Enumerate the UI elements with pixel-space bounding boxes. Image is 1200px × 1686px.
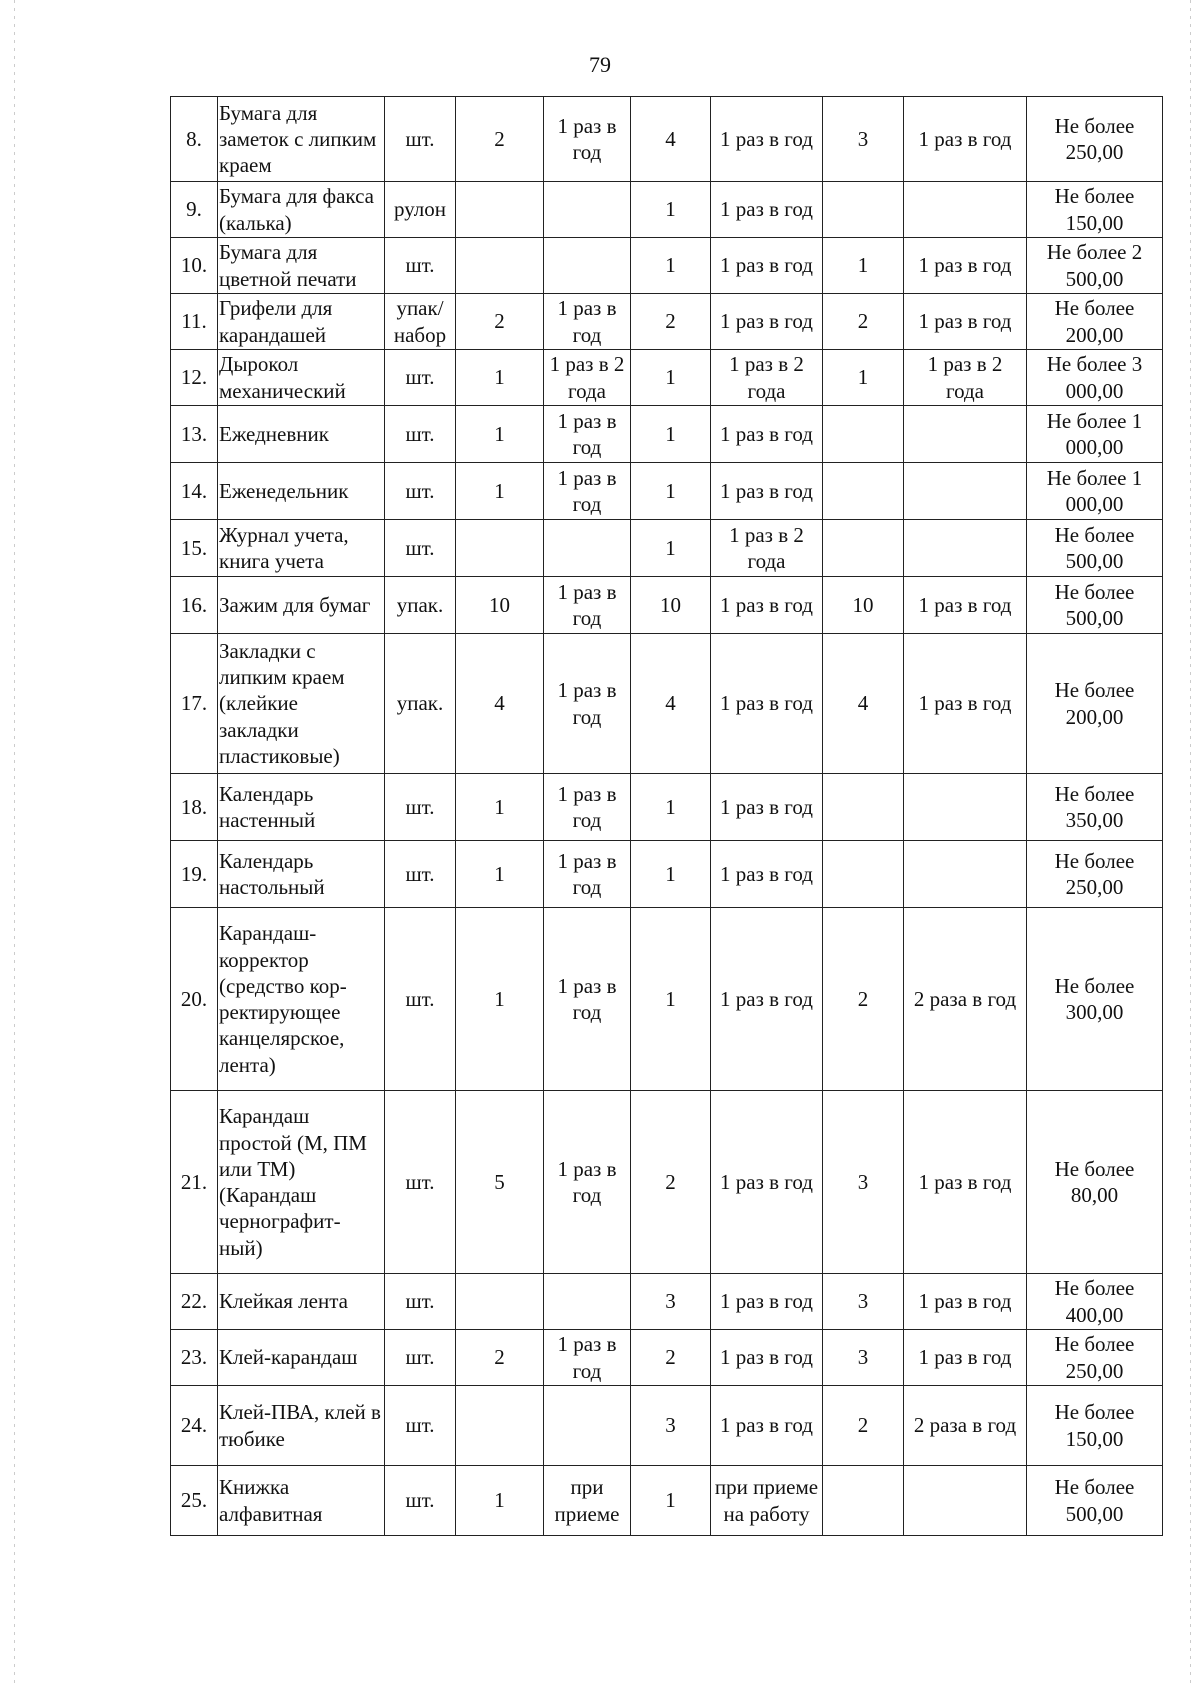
unit-cell: шт. (385, 1274, 456, 1330)
quantity-2: 2 (631, 1091, 711, 1274)
frequency-1: 1 раз в год (544, 908, 631, 1091)
table-row (171, 577, 1163, 634)
quantity-1 (456, 1274, 544, 1330)
frequency-2: 1 раз в год (711, 908, 823, 1091)
price-limit: Не более 3 000,00 (1027, 350, 1163, 406)
frequency-3 (904, 182, 1027, 238)
item-name: Бумага для цветной печати (218, 238, 385, 294)
quantity-3: 3 (823, 1274, 904, 1330)
price-limit: Не более 500,00 (1027, 577, 1163, 634)
quantity-3: 10 (823, 577, 904, 634)
price-limit: Не более 150,00 (1027, 182, 1163, 238)
frequency-1: 1 раз в год (544, 1330, 631, 1386)
item-name: Зажим для бумаг (218, 577, 385, 634)
frequency-3 (904, 841, 1027, 908)
frequency-2: 1 раз в 2 года (711, 350, 823, 406)
item-name: Дырокол механический (218, 350, 385, 406)
quantity-3 (823, 406, 904, 463)
price-limit: Не более 300,00 (1027, 908, 1163, 1091)
item-name: Клейкая лента (218, 1274, 385, 1330)
table-row (171, 97, 1163, 182)
unit-cell: шт. (385, 97, 456, 182)
frequency-2: при приеме на работу (711, 1466, 823, 1536)
quantity-1: 10 (456, 577, 544, 634)
row-number: 12. (171, 350, 218, 406)
scan-edge-left (14, 0, 15, 1686)
frequency-2: 1 раз в 2 года (711, 520, 823, 577)
frequency-1: 1 раз в 2 года (544, 350, 631, 406)
quantity-1: 1 (456, 1466, 544, 1536)
row-number: 19. (171, 841, 218, 908)
item-name: Карандаш простой (М, ПМ или ТМ) (Карандаш чернографит-ный) (218, 1091, 385, 1274)
unit-cell: шт. (385, 908, 456, 1091)
table-row (171, 182, 1163, 238)
price-limit: Не более 250,00 (1027, 97, 1163, 182)
quantity-2: 1 (631, 182, 711, 238)
row-number: 13. (171, 406, 218, 463)
quantity-3: 1 (823, 350, 904, 406)
quantity-3: 2 (823, 1386, 904, 1466)
table-row (171, 774, 1163, 841)
row-number: 18. (171, 774, 218, 841)
unit-cell: упак. (385, 577, 456, 634)
item-name: Закладки с липким краем (клейкие закладки пластиковые) (218, 634, 385, 774)
quantity-2: 2 (631, 1330, 711, 1386)
price-limit: Не более 400,00 (1027, 1274, 1163, 1330)
frequency-1 (544, 238, 631, 294)
item-name: Карандаш-корректор (средство кор-ректирующее канцелярское, лента) (218, 908, 385, 1091)
price-limit: Не более 250,00 (1027, 841, 1163, 908)
frequency-3: 2 раза в год (904, 1386, 1027, 1466)
item-name: Журнал учета, книга учета (218, 520, 385, 577)
price-limit: Не более 200,00 (1027, 294, 1163, 350)
price-limit: Не более 500,00 (1027, 520, 1163, 577)
frequency-2: 1 раз в год (711, 774, 823, 841)
frequency-2: 1 раз в год (711, 1330, 823, 1386)
table-row (171, 634, 1163, 774)
item-name: Клей-карандаш (218, 1330, 385, 1386)
table-row (171, 463, 1163, 520)
quantity-2: 2 (631, 294, 711, 350)
frequency-1: при приеме (544, 1466, 631, 1536)
quantity-1 (456, 182, 544, 238)
frequency-1: 1 раз в год (544, 774, 631, 841)
quantity-1: 4 (456, 634, 544, 774)
table-row (171, 406, 1163, 463)
frequency-3 (904, 406, 1027, 463)
quantity-1: 1 (456, 841, 544, 908)
frequency-2: 1 раз в год (711, 463, 823, 520)
quantity-2: 3 (631, 1386, 711, 1466)
quantity-2: 1 (631, 406, 711, 463)
quantity-2: 1 (631, 238, 711, 294)
row-number: 21. (171, 1091, 218, 1274)
unit-cell: шт. (385, 1386, 456, 1466)
frequency-1: 1 раз в год (544, 577, 631, 634)
quantity-3 (823, 463, 904, 520)
frequency-1: 1 раз в год (544, 463, 631, 520)
row-number: 14. (171, 463, 218, 520)
frequency-1: 1 раз в год (544, 1091, 631, 1274)
quantity-1: 1 (456, 463, 544, 520)
quantity-2: 1 (631, 463, 711, 520)
item-name: Еженедельник (218, 463, 385, 520)
table-row (171, 294, 1163, 350)
table-row (171, 1386, 1163, 1466)
quantity-1: 1 (456, 350, 544, 406)
price-limit: Не более 200,00 (1027, 634, 1163, 774)
quantity-2: 1 (631, 908, 711, 1091)
table-row (171, 1274, 1163, 1330)
quantity-3 (823, 1466, 904, 1536)
table-row (171, 1330, 1163, 1386)
frequency-3 (904, 774, 1027, 841)
row-number: 20. (171, 908, 218, 1091)
table-row (171, 238, 1163, 294)
item-name: Ежедневник (218, 406, 385, 463)
price-limit: Не более 1 000,00 (1027, 463, 1163, 520)
quantity-3: 4 (823, 634, 904, 774)
item-name: Календарь настенный (218, 774, 385, 841)
page-number: 79 (589, 52, 611, 77)
frequency-2: 1 раз в год (711, 1091, 823, 1274)
unit-cell: шт. (385, 406, 456, 463)
item-name: Клей-ПВА, клей в тюбике (218, 1386, 385, 1466)
quantity-3: 3 (823, 1091, 904, 1274)
quantity-1 (456, 1386, 544, 1466)
row-number: 9. (171, 182, 218, 238)
price-limit: Не более 150,00 (1027, 1386, 1163, 1466)
unit-cell: упак. (385, 634, 456, 774)
frequency-1 (544, 1386, 631, 1466)
unit-cell: шт. (385, 520, 456, 577)
frequency-3 (904, 1466, 1027, 1536)
frequency-2: 1 раз в год (711, 577, 823, 634)
frequency-1: 1 раз в год (544, 97, 631, 182)
supplies-table (170, 96, 1163, 1536)
frequency-3: 1 раз в год (904, 97, 1027, 182)
unit-cell: шт. (385, 774, 456, 841)
quantity-2: 1 (631, 774, 711, 841)
unit-cell: шт. (385, 238, 456, 294)
quantity-1: 2 (456, 294, 544, 350)
frequency-1: 1 раз в год (544, 634, 631, 774)
frequency-1: 1 раз в год (544, 841, 631, 908)
quantity-2: 4 (631, 634, 711, 774)
scan-edge-right (1190, 0, 1191, 1686)
row-number: 10. (171, 238, 218, 294)
quantity-1: 1 (456, 406, 544, 463)
quantity-1 (456, 238, 544, 294)
unit-cell: шт. (385, 1330, 456, 1386)
unit-cell: упак/ набор (385, 294, 456, 350)
quantity-3: 1 (823, 238, 904, 294)
frequency-3: 1 раз в 2 года (904, 350, 1027, 406)
row-number: 22. (171, 1274, 218, 1330)
quantity-1: 1 (456, 908, 544, 1091)
table-row (171, 908, 1163, 1091)
quantity-2: 1 (631, 350, 711, 406)
frequency-2: 1 раз в год (711, 406, 823, 463)
unit-cell: шт. (385, 841, 456, 908)
frequency-3 (904, 463, 1027, 520)
quantity-3: 2 (823, 908, 904, 1091)
frequency-2: 1 раз в год (711, 841, 823, 908)
frequency-3: 1 раз в год (904, 238, 1027, 294)
quantity-1: 2 (456, 97, 544, 182)
quantity-2: 3 (631, 1274, 711, 1330)
quantity-3 (823, 841, 904, 908)
table-row (171, 1091, 1163, 1274)
frequency-1: 1 раз в год (544, 406, 631, 463)
price-limit: Не более 250,00 (1027, 1330, 1163, 1386)
price-limit: Не более 80,00 (1027, 1091, 1163, 1274)
row-number: 17. (171, 634, 218, 774)
frequency-2: 1 раз в год (711, 1274, 823, 1330)
row-number: 11. (171, 294, 218, 350)
frequency-2: 1 раз в год (711, 294, 823, 350)
frequency-3: 1 раз в год (904, 634, 1027, 774)
unit-cell: шт. (385, 1091, 456, 1274)
quantity-2: 1 (631, 520, 711, 577)
quantity-2: 1 (631, 1466, 711, 1536)
frequency-3: 2 раза в год (904, 908, 1027, 1091)
row-number: 16. (171, 577, 218, 634)
table-row (171, 520, 1163, 577)
frequency-3: 1 раз в год (904, 1091, 1027, 1274)
row-number: 8. (171, 97, 218, 182)
row-number: 24. (171, 1386, 218, 1466)
frequency-2: 1 раз в год (711, 182, 823, 238)
item-name: Книжка алфавитная (218, 1466, 385, 1536)
frequency-3: 1 раз в год (904, 1330, 1027, 1386)
row-number: 23. (171, 1330, 218, 1386)
frequency-1 (544, 182, 631, 238)
quantity-1: 1 (456, 774, 544, 841)
quantity-3: 3 (823, 1330, 904, 1386)
frequency-1: 1 раз в год (544, 294, 631, 350)
unit-cell: шт. (385, 463, 456, 520)
frequency-1 (544, 1274, 631, 1330)
quantity-3 (823, 520, 904, 577)
quantity-2: 4 (631, 97, 711, 182)
row-number: 25. (171, 1466, 218, 1536)
item-name: Бумага для заметок с липким краем (218, 97, 385, 182)
quantity-1: 5 (456, 1091, 544, 1274)
frequency-1 (544, 520, 631, 577)
quantity-1 (456, 520, 544, 577)
table-row (171, 1466, 1163, 1536)
unit-cell: рулон (385, 182, 456, 238)
quantity-3: 3 (823, 97, 904, 182)
price-limit: Не более 1 000,00 (1027, 406, 1163, 463)
table-row (171, 350, 1163, 406)
frequency-2: 1 раз в год (711, 634, 823, 774)
quantity-3 (823, 774, 904, 841)
unit-cell: шт. (385, 1466, 456, 1536)
unit-cell: шт. (385, 350, 456, 406)
quantity-3 (823, 182, 904, 238)
quantity-3: 2 (823, 294, 904, 350)
quantity-2: 10 (631, 577, 711, 634)
quantity-1: 2 (456, 1330, 544, 1386)
price-limit: Не более 350,00 (1027, 774, 1163, 841)
quantity-2: 1 (631, 841, 711, 908)
table-row (171, 841, 1163, 908)
item-name: Грифели для карандашей (218, 294, 385, 350)
frequency-3 (904, 520, 1027, 577)
item-name: Бумага для факса (калька) (218, 182, 385, 238)
table-body (171, 97, 1163, 1536)
item-name: Календарь настольный (218, 841, 385, 908)
price-limit: Не более 2 500,00 (1027, 238, 1163, 294)
frequency-2: 1 раз в год (711, 97, 823, 182)
price-limit: Не более 500,00 (1027, 1466, 1163, 1536)
frequency-2: 1 раз в год (711, 238, 823, 294)
frequency-3: 1 раз в год (904, 1274, 1027, 1330)
frequency-3: 1 раз в год (904, 577, 1027, 634)
frequency-3: 1 раз в год (904, 294, 1027, 350)
frequency-2: 1 раз в год (711, 1386, 823, 1466)
row-number: 15. (171, 520, 218, 577)
